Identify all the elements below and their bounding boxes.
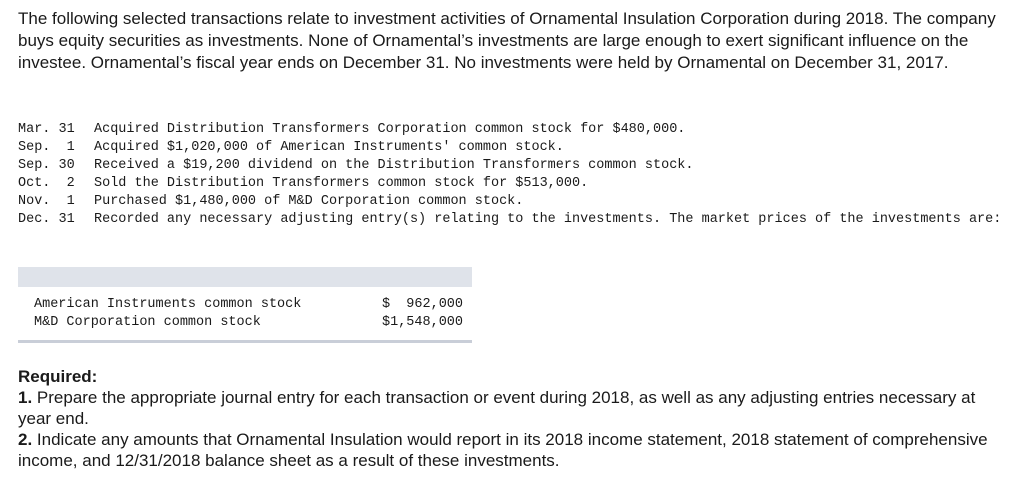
investment-market-price: $1,548,000 [382, 315, 464, 330]
table-header-bar [18, 267, 472, 287]
transaction-row [18, 175, 1008, 193]
required-item-text: Indicate any amounts that Ornamental Insulation would report in its 2018 income statement, 2018 statement of comprehensive income, and 12/31/2018 balance sheet as a result of these investments. [18, 430, 988, 470]
investment-market-price: $ 962,000 [382, 297, 464, 312]
transaction-date: Dec. 31 [18, 212, 75, 227]
transaction-text: Received a $19,200 dividend on the Distribution Transformers common stock. [94, 158, 694, 173]
transaction-row [18, 211, 1008, 229]
table-body [18, 287, 472, 340]
table-row [18, 314, 472, 332]
transaction-text: Recorded any necessary adjusting entry(s) relating to the investments. The market prices of the investments are: [94, 212, 1002, 227]
problem-intro: The following selected transactions relate to investment activities of Ornamental Insulation Corporation during 2018. The company buys equity securities as investments. None of Ornamental’s investments are large enough to exert significant influence on the investee. Ornamental’s fiscal year ends on December 31. No investments were held by Ornamental on December 31, 2017. [18, 9, 996, 72]
table-footer-bar [18, 340, 472, 343]
required-heading: Required: [18, 367, 98, 386]
required-item [18, 429, 1008, 471]
transaction-date: Sep. 1 [18, 140, 75, 155]
market-price-table [18, 267, 472, 343]
transaction-text: Acquired Distribution Transformers Corporation common stock for $480,000. [94, 122, 686, 137]
required-section [18, 366, 1008, 471]
investment-name: American Instruments common stock [34, 297, 302, 312]
transaction-row [18, 157, 1008, 175]
investment-name: M&D Corporation common stock [34, 315, 261, 330]
transaction-text: Purchased $1,480,000 of M&D Corporation common stock. [94, 194, 524, 209]
transaction-text: Acquired $1,020,000 of American Instruments' common stock. [94, 140, 564, 155]
transaction-list [18, 121, 1008, 229]
table-row [18, 296, 472, 314]
required-item [18, 387, 1008, 429]
required-item-text: Prepare the appropriate journal entry for each transaction or event during 2018, as well as any adjusting entries necessary at year end. [18, 388, 976, 428]
required-item-number: 1. [18, 388, 33, 407]
transaction-date: Sep. 30 [18, 158, 75, 173]
transaction-row [18, 121, 1008, 139]
transaction-row [18, 193, 1008, 211]
transaction-date: Mar. 31 [18, 122, 75, 137]
transaction-text: Sold the Distribution Transformers common stock for $513,000. [94, 176, 589, 191]
transaction-row [18, 139, 1008, 157]
transaction-date: Oct. 2 [18, 176, 75, 191]
transaction-date: Nov. 1 [18, 194, 75, 209]
required-item-number: 2. [18, 430, 33, 449]
